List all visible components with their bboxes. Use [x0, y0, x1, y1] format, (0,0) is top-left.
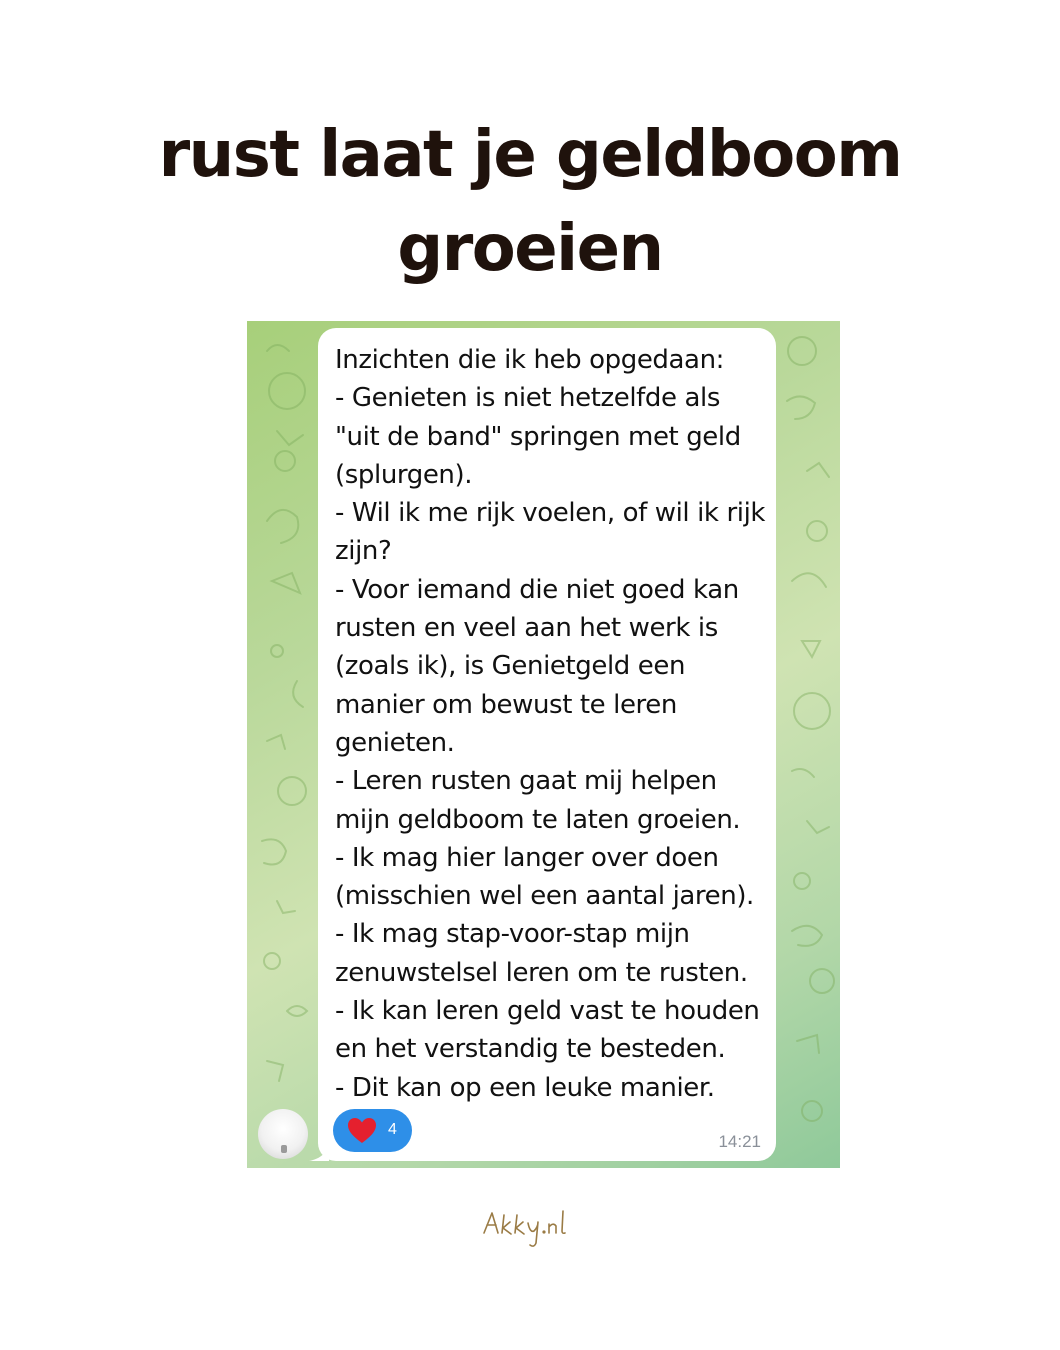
page-title	[0, 108, 1060, 296]
title-line-2: groeien	[397, 212, 663, 286]
signature-logo	[470, 1203, 590, 1251]
reaction-count: 4	[388, 1121, 397, 1138]
message-bubble[interactable]	[318, 328, 776, 1161]
heart-reaction[interactable]	[333, 1109, 412, 1152]
chat-screenshot	[247, 321, 840, 1168]
avatar[interactable]	[258, 1109, 308, 1159]
avatar-mark	[281, 1145, 287, 1153]
title-line-1: rust laat je geldboom	[158, 118, 902, 192]
message-text: Inzichten die ik heb opgedaan: - Genieten is niet hetzelfde als "uit de band" springen met geld (splurgen). - Wil ik me rijk voelen, of wil ik rijk zijn? - Voor iemand die niet goed kan rusten en veel aan het werk is (zoals ik), is Genietgeld een manier om bewust te leren genieten. - Leren rusten gaat mij helpen mijn geldboom te laten groeien. - Ik mag hier langer over doen (misschien wel een aantal jaren). - Ik mag stap-voor-stap mijn zenuwstelsel leren om te rusten. - Ik kan leren geld vast te houden en het verstandig te besteden. - Dit kan op een leuke manier.	[335, 345, 766, 1103]
message-timestamp: 14:21	[718, 1132, 761, 1151]
heart-icon	[347, 1117, 377, 1145]
